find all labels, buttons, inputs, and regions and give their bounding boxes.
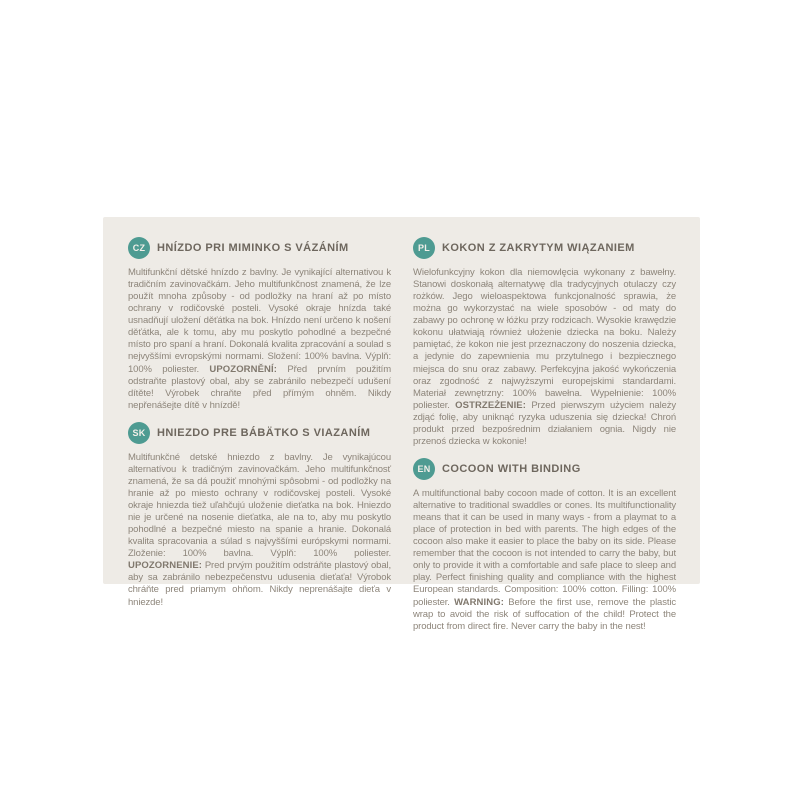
body-text-en: A multifunctional baby cocoon made of cotton. It is an excellent alternative to traditional swaddles or cones. Its multifunctionality means that it can be used in many ways - from a playmat to a place of protection in bed with parents. The high edges of the cocoon also make it easier to place the baby on its side. Please remember that the cocoon is not intended to carry the baby, but only to provide it with a comfortable and safe place to sleep and play. Perfect finishing quality and compliance with the highest European standards. Composition: 100% cotton. Filling: 100% poliester. <box>413 487 676 608</box>
section-header-pl <box>413 237 676 259</box>
product-label-card <box>103 217 700 632</box>
body-text-pl: Wielofunkcyjny kokon dla niemowlęcia wykonany z bawełny. Stanowi doskonałą alternatywę dla tradycyjnych otulaczy czy rożków. Jego wieloaspektowa funkcjonalność sprawia, że można go wykorzystać na wiele sposobów - od maty do zabawy po ochronę w łóżku przy rodzicach. Wysokie krawędzie kokonu ułatwiają również ułożenie dziecka na boku. Należy pamiętać, że kokon nie jest przeznaczony do noszenia dziecka, a jedynie do zapewnienia mu przytulnego i bezpiecznego miejsca do snu oraz zabawy. Perfekcyjna jakość wykończenia oraz zgodność z najwyższymi europejskimi standardami. Materiał zewnętrzny: 100% bawełna. Wypełnienie: 100% poliester. <box>413 267 676 411</box>
section-body-pl <box>413 267 676 448</box>
warning-text-sk: Pred prvým použitím odstráňte plastový obal, aby sa zabránilo nebezpečenstvu udusenia dieťaťa! Výrobok chráňte pred priamym ohňom. Nikdy neprenášajte dieťa v hniezde! <box>128 560 391 608</box>
section-sk <box>128 422 391 609</box>
section-title-sk: HNIEZDO PRE BÁBÄTKO S VIAZANÍM <box>157 426 371 439</box>
section-body-cz <box>128 267 391 412</box>
warning-keyword-pl: OSTRZEŻENIE: <box>455 399 527 411</box>
section-title-cz: HNÍZDO PRI MIMINKO S VÁZÁNÍM <box>157 241 349 254</box>
warning-text-cz: Před prvním použitím odstraňte plastový obal, aby se zabránilo nebezpečí udušení dítěte! Výrobek chraňte před přímým ohněm. Nikdy nepřenášejte dítě v hnízdě! <box>128 363 391 411</box>
body-text-cz: Multifunkční dětské hnízdo z bavlny. Je vynikající alternativou k tradičním zavinovačkám. Jeho multifunkčnost znamená, že lze použít mnoha způsoby - od podložky na hraní až po místo ochrany v rodičovské posteli. Vysoké okraje hnízda také usnadňují uložení děťátka na bok. Hnízdo není určeno k nošení děťátka, ale k tomu, aby mu poskytlo pohodlné a bezpečné místo pro spaní a hraní. Dokonalá kvalita zpracování a soulad s nejvyššími evropskými normami. Složení: 100% bavlna. Výplň: 100% poliester. <box>128 267 391 375</box>
language-badge-en-icon: EN <box>413 458 435 480</box>
label-column-left <box>128 237 391 608</box>
language-badge-cz-icon: CZ <box>128 237 150 259</box>
warning-keyword-en: WARNING: <box>454 596 504 608</box>
label-column-right <box>413 237 677 632</box>
section-header-cz <box>128 237 391 259</box>
warning-text-pl: Przed pierwszym użyciem należy zdjąć folię, aby uniknąć ryzyka uduszenia się dziecka! Chroń produkt przed bezpośrednim działaniem ognia. Nigdy nie przenoś dziecka w kokonie! <box>413 399 677 447</box>
body-text-sk: Multifunkčné detské hniezdo z bavlny. Je vynikajúcou alternatívou k tradičným zavinovačkám. Jeho multifunkčnosť znamená, že sa dá použiť mnohými spôsobmi - od podložky na hranie až po miesto ochrany v rodičovskej posteli. Vysoké okraje hniezda tiež uľahčujú uloženie dieťatka na bok. Hniezdo nie je určené na nosenie dieťatka, ale na to, aby mu poskytlo pohodlné a bezpečné miesto na spanie a hranie. Dokonalá kvalita spracovania a súlad s najvyššími európskymi normami. Zloženie: 100% bavlna. Výplň: 100% poliester. <box>128 451 391 560</box>
section-body-en <box>413 488 676 633</box>
warning-text-en: Before the first use, remove the plastic wrap to avoid the risk of suffocation of the child! Protect the product from direct fire. Never carry the baby in the nest! <box>413 596 676 632</box>
warning-keyword-sk: UPOZORNENIE: <box>128 560 203 572</box>
section-pl <box>413 237 676 448</box>
section-header-en <box>413 458 676 480</box>
warning-keyword-cz: UPOZORNĚNÍ: <box>209 363 278 375</box>
language-badge-sk-icon: SK <box>128 422 150 444</box>
section-en <box>413 458 676 633</box>
section-body-sk <box>128 452 391 609</box>
language-badge-pl-icon: PL <box>413 237 435 259</box>
section-title-en: COCOON WITH BINDING <box>442 462 581 475</box>
section-title-pl: KOKON Z ZAKRYTYM WIĄZANIEM <box>442 241 635 254</box>
section-cz <box>128 237 391 412</box>
section-header-sk <box>128 422 391 444</box>
